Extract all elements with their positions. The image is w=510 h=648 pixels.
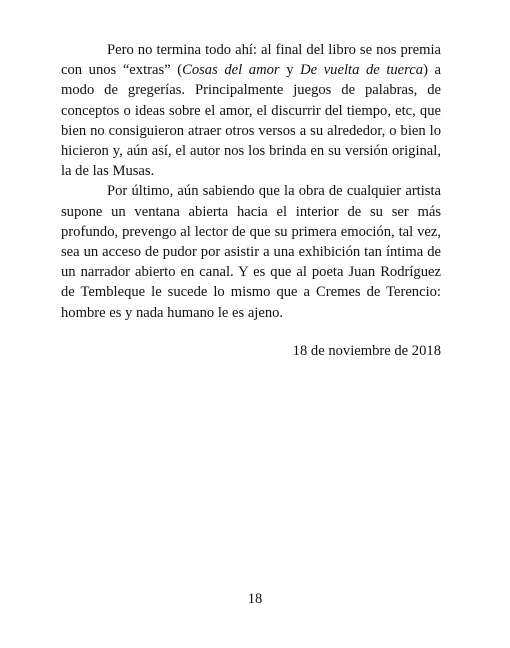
paragraph-extras-run-5: ) a modo de gregerías. Principalmente juegos de palabras, de conceptos o ideas sobre el amor, el discurrir del tiempo, etc, que bien no consiguieron atraer otros versos a su alrededor, o bien lo hicieron y, aún así, el autor nos los brinda en su versión original, la de las Musas. [61, 62, 441, 180]
page-number: 18 [247, 591, 263, 607]
paragraph-extras [61, 40, 441, 181]
paragraph-conclusion-run-1: Por último, aún sabiendo que la obra de cualquier artista supone un ventana abierta hacia el interior de su ser más profundo, prevengo al lector de que su primera emoción, tal vez, sea un acceso de pudor por asistir a una exhibición tan íntima de un narrador abierto en canal. Y es que al poeta Juan Rodríguez de Tembleque le sucede lo mismo que a Cremes de Terencio: hombre es y nada humano le es ajeno. [61, 183, 441, 321]
paragraph-extras-run-3: y [279, 62, 301, 79]
date-line: 18 de noviembre de 2018 [292, 342, 441, 359]
paragraph-conclusion [61, 181, 441, 322]
title-de-vuelta-de-tuerca: De vuelta de tuerca [300, 62, 424, 79]
paragraph-extras-run-1: Pero no termina todo ahí: al final del libro se nos premia con unos “extras” ( [61, 42, 441, 79]
body-text [61, 40, 441, 361]
title-cosas-del-amor: Cosas del amor [182, 62, 280, 79]
